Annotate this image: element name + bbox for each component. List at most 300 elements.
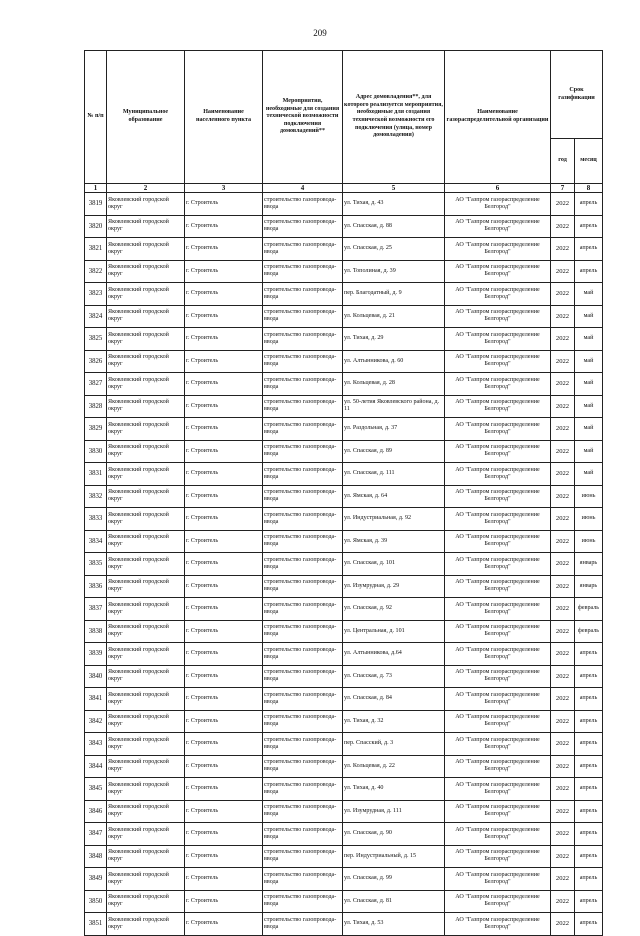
municipality-cell: Яковлевский городской округ bbox=[107, 328, 185, 351]
table-row bbox=[85, 193, 603, 216]
organization-cell: АО "Газпром газораспределение Белгород" bbox=[445, 418, 551, 441]
row-number: 3833 bbox=[85, 508, 107, 531]
municipality-cell: Яковлевский городской округ bbox=[107, 688, 185, 711]
address-cell: ул. Спасская, д. 90 bbox=[343, 823, 445, 846]
header-term: Срок газификации bbox=[551, 51, 603, 139]
table-row bbox=[85, 575, 603, 598]
month-cell: июнь bbox=[575, 485, 603, 508]
row-number: 3827 bbox=[85, 373, 107, 396]
settlement-cell: г. Строитель bbox=[185, 305, 263, 328]
municipality-cell: Яковлевский городской округ bbox=[107, 350, 185, 373]
year-cell: 2022 bbox=[551, 688, 575, 711]
row-number: 3830 bbox=[85, 440, 107, 463]
month-cell: май bbox=[575, 418, 603, 441]
activity-cell: строительство газопровода-ввода bbox=[263, 328, 343, 351]
table-row bbox=[85, 485, 603, 508]
organization-cell: АО "Газпром газораспределение Белгород" bbox=[445, 395, 551, 418]
activity-cell: строительство газопровода-ввода bbox=[263, 553, 343, 576]
table-row bbox=[85, 553, 603, 576]
month-cell: июнь bbox=[575, 530, 603, 553]
activity-cell: строительство газопровода-ввода bbox=[263, 665, 343, 688]
activity-cell: строительство газопровода-ввода bbox=[263, 575, 343, 598]
month-cell: апрель bbox=[575, 238, 603, 261]
activity-cell: строительство газопровода-ввода bbox=[263, 688, 343, 711]
organization-cell: АО "Газпром газораспределение Белгород" bbox=[445, 823, 551, 846]
year-cell: 2022 bbox=[551, 440, 575, 463]
organization-cell: АО "Газпром газораспределение Белгород" bbox=[445, 193, 551, 216]
table-body bbox=[85, 193, 603, 936]
organization-cell: АО "Газпром газораспределение Белгород" bbox=[445, 508, 551, 531]
year-cell: 2022 bbox=[551, 395, 575, 418]
row-number: 3820 bbox=[85, 215, 107, 238]
municipality-cell: Яковлевский городской округ bbox=[107, 283, 185, 306]
municipality-cell: Яковлевский городской округ bbox=[107, 463, 185, 486]
municipality-cell: Яковлевский городской округ bbox=[107, 575, 185, 598]
row-number: 3845 bbox=[85, 778, 107, 801]
year-cell: 2022 bbox=[551, 845, 575, 868]
row-number: 3831 bbox=[85, 463, 107, 486]
month-cell: май bbox=[575, 373, 603, 396]
year-cell: 2022 bbox=[551, 733, 575, 756]
activity-cell: строительство газопровода-ввода bbox=[263, 598, 343, 621]
organization-cell: АО "Газпром газораспределение Белгород" bbox=[445, 755, 551, 778]
settlement-cell: г. Строитель bbox=[185, 643, 263, 666]
table-row bbox=[85, 328, 603, 351]
row-number: 3841 bbox=[85, 688, 107, 711]
header-num: № п/п bbox=[85, 51, 107, 184]
activity-cell: строительство газопровода-ввода bbox=[263, 845, 343, 868]
address-cell: ул. Изумрудная, д. 29 bbox=[343, 575, 445, 598]
row-number: 3822 bbox=[85, 260, 107, 283]
month-cell: апрель bbox=[575, 193, 603, 216]
header-settlement: Наименование населенного пункта bbox=[185, 51, 263, 184]
year-cell: 2022 bbox=[551, 778, 575, 801]
activity-cell: строительство газопровода-ввода bbox=[263, 440, 343, 463]
column-number: 2 bbox=[107, 184, 185, 193]
activity-cell: строительство газопровода-ввода bbox=[263, 823, 343, 846]
municipality-cell: Яковлевский городской округ bbox=[107, 710, 185, 733]
activity-cell: строительство газопровода-ввода bbox=[263, 418, 343, 441]
month-cell: май bbox=[575, 283, 603, 306]
settlement-cell: г. Строитель bbox=[185, 620, 263, 643]
organization-cell: АО "Газпром газораспределение Белгород" bbox=[445, 913, 551, 936]
header-address: Адрес домовладения**, для которого реализуется мероприятия, необходимые для создания технической возможности его подключения (улица, номер домовладения) bbox=[343, 51, 445, 184]
address-cell: пер. Индустриальный, д. 15 bbox=[343, 845, 445, 868]
month-cell: апрель bbox=[575, 823, 603, 846]
header-year: год bbox=[551, 139, 575, 184]
activity-cell: строительство газопровода-ввода bbox=[263, 193, 343, 216]
municipality-cell: Яковлевский городской округ bbox=[107, 373, 185, 396]
table-row bbox=[85, 440, 603, 463]
month-cell: апрель bbox=[575, 868, 603, 891]
organization-cell: АО "Газпром газораспределение Белгород" bbox=[445, 800, 551, 823]
settlement-cell: г. Строитель bbox=[185, 463, 263, 486]
activity-cell: строительство газопровода-ввода bbox=[263, 643, 343, 666]
settlement-cell: г. Строитель bbox=[185, 373, 263, 396]
municipality-cell: Яковлевский городской округ bbox=[107, 193, 185, 216]
organization-cell: АО "Газпром газораспределение Белгород" bbox=[445, 845, 551, 868]
table-row bbox=[85, 238, 603, 261]
activity-cell: строительство газопровода-ввода bbox=[263, 913, 343, 936]
organization-cell: АО "Газпром газораспределение Белгород" bbox=[445, 620, 551, 643]
year-cell: 2022 bbox=[551, 373, 575, 396]
column-number: 8 bbox=[575, 184, 603, 193]
activity-cell: строительство газопровода-ввода bbox=[263, 463, 343, 486]
month-cell: апрель bbox=[575, 215, 603, 238]
year-cell: 2022 bbox=[551, 215, 575, 238]
table-row bbox=[85, 868, 603, 891]
year-cell: 2022 bbox=[551, 868, 575, 891]
settlement-cell: г. Строитель bbox=[185, 283, 263, 306]
table-row bbox=[85, 800, 603, 823]
table-row bbox=[85, 665, 603, 688]
municipality-cell: Яковлевский городской округ bbox=[107, 868, 185, 891]
month-cell: май bbox=[575, 328, 603, 351]
activity-cell: строительство газопровода-ввода bbox=[263, 305, 343, 328]
month-cell: май bbox=[575, 350, 603, 373]
address-cell: ул. Кольцевая, д. 22 bbox=[343, 755, 445, 778]
year-cell: 2022 bbox=[551, 890, 575, 913]
address-cell: ул. Тихая, д. 29 bbox=[343, 328, 445, 351]
activity-cell: строительство газопровода-ввода bbox=[263, 890, 343, 913]
header-month: месяц bbox=[575, 139, 603, 184]
activity-cell: строительство газопровода-ввода bbox=[263, 530, 343, 553]
organization-cell: АО "Газпром газораспределение Белгород" bbox=[445, 665, 551, 688]
year-cell: 2022 bbox=[551, 755, 575, 778]
month-cell: апрель bbox=[575, 800, 603, 823]
row-number: 3842 bbox=[85, 710, 107, 733]
organization-cell: АО "Газпром газораспределение Белгород" bbox=[445, 553, 551, 576]
year-cell: 2022 bbox=[551, 665, 575, 688]
address-cell: ул. 50-летия Яковлевского района, д. 11 bbox=[343, 395, 445, 418]
table-row bbox=[85, 913, 603, 936]
municipality-cell: Яковлевский городской округ bbox=[107, 305, 185, 328]
table-row bbox=[85, 373, 603, 396]
address-cell: ул. Тихая, д. 32 bbox=[343, 710, 445, 733]
municipality-cell: Яковлевский городской округ bbox=[107, 913, 185, 936]
address-cell: ул. Спасская, д. 88 bbox=[343, 215, 445, 238]
organization-cell: АО "Газпром газораспределение Белгород" bbox=[445, 305, 551, 328]
activity-cell: строительство газопровода-ввода bbox=[263, 260, 343, 283]
municipality-cell: Яковлевский городской округ bbox=[107, 620, 185, 643]
address-cell: ул. Тихая, д. 43 bbox=[343, 193, 445, 216]
row-number: 3823 bbox=[85, 283, 107, 306]
row-number: 3832 bbox=[85, 485, 107, 508]
address-cell: ул. Спасская, д. 84 bbox=[343, 688, 445, 711]
address-cell: ул. Спасская, д. 25 bbox=[343, 238, 445, 261]
municipality-cell: Яковлевский городской округ bbox=[107, 598, 185, 621]
month-cell: май bbox=[575, 440, 603, 463]
settlement-cell: г. Строитель bbox=[185, 800, 263, 823]
month-cell: июнь bbox=[575, 508, 603, 531]
activity-cell: строительство газопровода-ввода bbox=[263, 755, 343, 778]
month-cell: май bbox=[575, 305, 603, 328]
year-cell: 2022 bbox=[551, 620, 575, 643]
year-cell: 2022 bbox=[551, 238, 575, 261]
year-cell: 2022 bbox=[551, 193, 575, 216]
organization-cell: АО "Газпром газораспределение Белгород" bbox=[445, 463, 551, 486]
table-row bbox=[85, 823, 603, 846]
year-cell: 2022 bbox=[551, 485, 575, 508]
year-cell: 2022 bbox=[551, 283, 575, 306]
table-row bbox=[85, 598, 603, 621]
address-cell: ул. Тихая, д. 40 bbox=[343, 778, 445, 801]
address-cell: ул. Спасская, д. 92 bbox=[343, 598, 445, 621]
address-cell: ул. Спасская, д. 99 bbox=[343, 868, 445, 891]
address-cell: ул. Спасская, д. 101 bbox=[343, 553, 445, 576]
municipality-cell: Яковлевский городской округ bbox=[107, 508, 185, 531]
organization-cell: АО "Газпром газораспределение Белгород" bbox=[445, 283, 551, 306]
municipality-cell: Яковлевский городской округ bbox=[107, 665, 185, 688]
settlement-cell: г. Строитель bbox=[185, 508, 263, 531]
settlement-cell: г. Строитель bbox=[185, 733, 263, 756]
column-numbers-row bbox=[85, 184, 603, 193]
row-number: 3826 bbox=[85, 350, 107, 373]
settlement-cell: г. Строитель bbox=[185, 328, 263, 351]
activity-cell: строительство газопровода-ввода bbox=[263, 373, 343, 396]
settlement-cell: г. Строитель bbox=[185, 778, 263, 801]
month-cell: апрель bbox=[575, 845, 603, 868]
row-number: 3851 bbox=[85, 913, 107, 936]
organization-cell: АО "Газпром газораспределение Белгород" bbox=[445, 868, 551, 891]
municipality-cell: Яковлевский городской округ bbox=[107, 395, 185, 418]
table-row bbox=[85, 643, 603, 666]
month-cell: январь bbox=[575, 575, 603, 598]
column-number: 1 bbox=[85, 184, 107, 193]
table-row bbox=[85, 733, 603, 756]
month-cell: апрель bbox=[575, 755, 603, 778]
organization-cell: АО "Газпром газораспределение Белгород" bbox=[445, 733, 551, 756]
activity-cell: строительство газопровода-ввода bbox=[263, 508, 343, 531]
activity-cell: строительство газопровода-ввода bbox=[263, 733, 343, 756]
year-cell: 2022 bbox=[551, 530, 575, 553]
activity-cell: строительство газопровода-ввода bbox=[263, 868, 343, 891]
address-cell: ул. Ямская, д. 64 bbox=[343, 485, 445, 508]
settlement-cell: г. Строитель bbox=[185, 440, 263, 463]
year-cell: 2022 bbox=[551, 463, 575, 486]
table-row bbox=[85, 755, 603, 778]
settlement-cell: г. Строитель bbox=[185, 665, 263, 688]
address-cell: ул. Алтынникова, д. 60 bbox=[343, 350, 445, 373]
organization-cell: АО "Газпром газораспределение Белгород" bbox=[445, 710, 551, 733]
year-cell: 2022 bbox=[551, 260, 575, 283]
month-cell: апрель bbox=[575, 710, 603, 733]
organization-cell: АО "Газпром газораспределение Белгород" bbox=[445, 328, 551, 351]
row-number: 3850 bbox=[85, 890, 107, 913]
month-cell: апрель bbox=[575, 778, 603, 801]
table-row bbox=[85, 215, 603, 238]
settlement-cell: г. Строитель bbox=[185, 913, 263, 936]
month-cell: февраль bbox=[575, 620, 603, 643]
municipality-cell: Яковлевский городской округ bbox=[107, 238, 185, 261]
organization-cell: АО "Газпром газораспределение Белгород" bbox=[445, 373, 551, 396]
row-number: 3836 bbox=[85, 575, 107, 598]
settlement-cell: г. Строитель bbox=[185, 710, 263, 733]
table-row bbox=[85, 463, 603, 486]
row-number: 3829 bbox=[85, 418, 107, 441]
row-number: 3837 bbox=[85, 598, 107, 621]
address-cell: ул. Кольцевая, д. 21 bbox=[343, 305, 445, 328]
activity-cell: строительство газопровода-ввода bbox=[263, 238, 343, 261]
organization-cell: АО "Газпром газораспределение Белгород" bbox=[445, 890, 551, 913]
year-cell: 2022 bbox=[551, 575, 575, 598]
settlement-cell: г. Строитель bbox=[185, 193, 263, 216]
activity-cell: строительство газопровода-ввода bbox=[263, 710, 343, 733]
table-row bbox=[85, 508, 603, 531]
year-cell: 2022 bbox=[551, 710, 575, 733]
activity-cell: строительство газопровода-ввода bbox=[263, 283, 343, 306]
organization-cell: АО "Газпром газораспределение Белгород" bbox=[445, 485, 551, 508]
address-cell: ул. Изумрудная, д. 111 bbox=[343, 800, 445, 823]
month-cell: январь bbox=[575, 553, 603, 576]
year-cell: 2022 bbox=[551, 508, 575, 531]
organization-cell: АО "Газпром газораспределение Белгород" bbox=[445, 440, 551, 463]
year-cell: 2022 bbox=[551, 350, 575, 373]
table-row bbox=[85, 350, 603, 373]
column-number: 5 bbox=[343, 184, 445, 193]
settlement-cell: г. Строитель bbox=[185, 238, 263, 261]
month-cell: апрель bbox=[575, 913, 603, 936]
settlement-cell: г. Строитель bbox=[185, 823, 263, 846]
row-number: 3840 bbox=[85, 665, 107, 688]
year-cell: 2022 bbox=[551, 643, 575, 666]
settlement-cell: г. Строитель bbox=[185, 575, 263, 598]
row-number: 3825 bbox=[85, 328, 107, 351]
row-number: 3821 bbox=[85, 238, 107, 261]
settlement-cell: г. Строитель bbox=[185, 418, 263, 441]
organization-cell: АО "Газпром газораспределение Белгород" bbox=[445, 350, 551, 373]
municipality-cell: Яковлевский городской округ bbox=[107, 755, 185, 778]
year-cell: 2022 bbox=[551, 553, 575, 576]
year-cell: 2022 bbox=[551, 418, 575, 441]
settlement-cell: г. Строитель bbox=[185, 530, 263, 553]
gasification-table bbox=[84, 50, 603, 936]
header-activity: Мероприятия, необходимые для создания технической возможности подключения домовладений** bbox=[263, 51, 343, 184]
settlement-cell: г. Строитель bbox=[185, 598, 263, 621]
organization-cell: АО "Газпром газораспределение Белгород" bbox=[445, 598, 551, 621]
municipality-cell: Яковлевский городской округ bbox=[107, 260, 185, 283]
organization-cell: АО "Газпром газораспределение Белгород" bbox=[445, 260, 551, 283]
row-number: 3844 bbox=[85, 755, 107, 778]
header-municipality: Муниципальное образование bbox=[107, 51, 185, 184]
settlement-cell: г. Строитель bbox=[185, 755, 263, 778]
address-cell: ул. Кольцевая, д. 28 bbox=[343, 373, 445, 396]
address-cell: ул. Спасская, д. 73 bbox=[343, 665, 445, 688]
municipality-cell: Яковлевский городской округ bbox=[107, 440, 185, 463]
page-number: 209 bbox=[313, 28, 327, 38]
activity-cell: строительство газопровода-ввода bbox=[263, 485, 343, 508]
address-cell: ул. Раздольная, д. 37 bbox=[343, 418, 445, 441]
address-cell: ул. Центральная, д. 101 bbox=[343, 620, 445, 643]
year-cell: 2022 bbox=[551, 305, 575, 328]
settlement-cell: г. Строитель bbox=[185, 215, 263, 238]
activity-cell: строительство газопровода-ввода bbox=[263, 800, 343, 823]
month-cell: февраль bbox=[575, 598, 603, 621]
row-number: 3849 bbox=[85, 868, 107, 891]
table-row bbox=[85, 305, 603, 328]
row-number: 3846 bbox=[85, 800, 107, 823]
month-cell: май bbox=[575, 463, 603, 486]
row-number: 3838 bbox=[85, 620, 107, 643]
organization-cell: АО "Газпром газораспределение Белгород" bbox=[445, 575, 551, 598]
organization-cell: АО "Газпром газораспределение Белгород" bbox=[445, 688, 551, 711]
row-number: 3828 bbox=[85, 395, 107, 418]
settlement-cell: г. Строитель bbox=[185, 260, 263, 283]
table-row bbox=[85, 418, 603, 441]
table-row bbox=[85, 530, 603, 553]
year-cell: 2022 bbox=[551, 823, 575, 846]
municipality-cell: Яковлевский городской округ bbox=[107, 485, 185, 508]
address-cell: ул. Индустриальная, д. 92 bbox=[343, 508, 445, 531]
municipality-cell: Яковлевский городской округ bbox=[107, 800, 185, 823]
activity-cell: строительство газопровода-ввода bbox=[263, 215, 343, 238]
municipality-cell: Яковлевский городской округ bbox=[107, 823, 185, 846]
month-cell: апрель bbox=[575, 260, 603, 283]
activity-cell: строительство газопровода-ввода bbox=[263, 778, 343, 801]
municipality-cell: Яковлевский городской округ bbox=[107, 778, 185, 801]
organization-cell: АО "Газпром газораспределение Белгород" bbox=[445, 238, 551, 261]
municipality-cell: Яковлевский городской округ bbox=[107, 418, 185, 441]
address-cell: ул. Ямская, д. 39 bbox=[343, 530, 445, 553]
settlement-cell: г. Строитель bbox=[185, 688, 263, 711]
table-row bbox=[85, 890, 603, 913]
address-cell: пер. Благодатный, д. 9 bbox=[343, 283, 445, 306]
settlement-cell: г. Строитель bbox=[185, 350, 263, 373]
address-cell: ул. Спасская, д. 89 bbox=[343, 440, 445, 463]
month-cell: апрель bbox=[575, 643, 603, 666]
organization-cell: АО "Газпром газораспределение Белгород" bbox=[445, 778, 551, 801]
municipality-cell: Яковлевский городской округ bbox=[107, 215, 185, 238]
address-cell: ул. Спасская, д. 81 bbox=[343, 890, 445, 913]
municipality-cell: Яковлевский городской округ bbox=[107, 890, 185, 913]
settlement-cell: г. Строитель bbox=[185, 868, 263, 891]
table-row bbox=[85, 260, 603, 283]
column-number: 4 bbox=[263, 184, 343, 193]
year-cell: 2022 bbox=[551, 913, 575, 936]
row-number: 3847 bbox=[85, 823, 107, 846]
address-cell: ул. Тихая, д. 53 bbox=[343, 913, 445, 936]
settlement-cell: г. Строитель bbox=[185, 845, 263, 868]
organization-cell: АО "Газпром газораспределение Белгород" bbox=[445, 215, 551, 238]
table-row bbox=[85, 283, 603, 306]
settlement-cell: г. Строитель bbox=[185, 890, 263, 913]
month-cell: апрель bbox=[575, 665, 603, 688]
column-number: 7 bbox=[551, 184, 575, 193]
row-number: 3843 bbox=[85, 733, 107, 756]
address-cell: ул. Спасская, д. 111 bbox=[343, 463, 445, 486]
settlement-cell: г. Строитель bbox=[185, 485, 263, 508]
address-cell: пер. Спасский, д. 3 bbox=[343, 733, 445, 756]
activity-cell: строительство газопровода-ввода bbox=[263, 620, 343, 643]
municipality-cell: Яковлевский городской округ bbox=[107, 845, 185, 868]
row-number: 3839 bbox=[85, 643, 107, 666]
month-cell: апрель bbox=[575, 890, 603, 913]
settlement-cell: г. Строитель bbox=[185, 553, 263, 576]
address-cell: ул. Алтынникова, д.64 bbox=[343, 643, 445, 666]
year-cell: 2022 bbox=[551, 800, 575, 823]
month-cell: апрель bbox=[575, 688, 603, 711]
row-number: 3835 bbox=[85, 553, 107, 576]
year-cell: 2022 bbox=[551, 598, 575, 621]
column-number: 6 bbox=[445, 184, 551, 193]
month-cell: май bbox=[575, 395, 603, 418]
table-row bbox=[85, 395, 603, 418]
row-number: 3848 bbox=[85, 845, 107, 868]
row-number: 3819 bbox=[85, 193, 107, 216]
table-row bbox=[85, 710, 603, 733]
table-row bbox=[85, 845, 603, 868]
table-row bbox=[85, 620, 603, 643]
